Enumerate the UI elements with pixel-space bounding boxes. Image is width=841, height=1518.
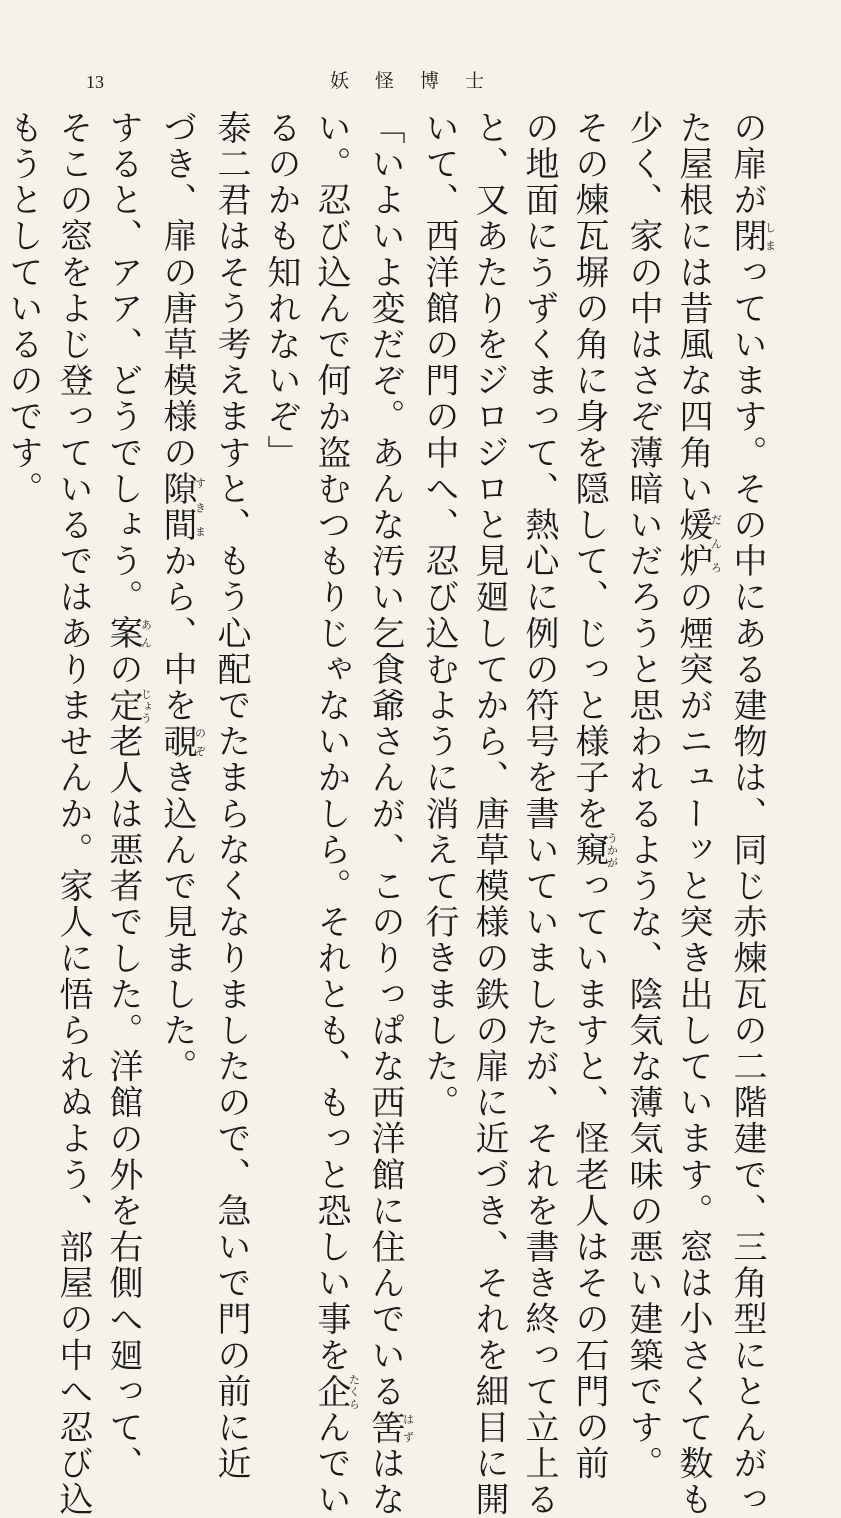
vertical-text-block	[3, 110, 777, 1518]
text-line: その煉瓦塀の角に身を隠して、じっと様子を窺うかがっていますと、怪老人はその石門の前	[569, 110, 619, 1482]
text-line: もうとしているのです。	[3, 110, 43, 508]
text-line: いて、西洋館の門の中へ、忍び込むように消えて行きました。	[419, 110, 459, 1121]
ruby-reading: はず	[401, 1409, 415, 1446]
ruby-reading: すきま	[193, 471, 207, 544]
ruby-reading: じょう	[139, 687, 153, 724]
text-line: た屋根には昔風な四角い煖炉だんろの煙突がニューッと突き出しています。窓は小さくて数も	[673, 110, 723, 1518]
ruby-reading: だんろ	[709, 507, 723, 580]
ruby-reading: のぞ	[193, 723, 207, 760]
text-line: づき、扉の唐草模様の隙間すきまから、中を覗のぞき込んで見ました。	[157, 110, 207, 1085]
text-line: い。忍び込んで何か盗むつもりじゃないかしら。それとも、もっと恐しい事を企たくらんでい	[311, 110, 361, 1518]
ruby-annotation: 案あん	[103, 615, 153, 652]
ruby-annotation: 閉しま	[727, 218, 777, 255]
ruby-annotation: 筈はず	[365, 1409, 415, 1446]
ruby-annotation: 煖炉だんろ	[673, 507, 723, 580]
text-line: 「いよいよ変だぞ。あんな汚い乞食爺さんが、このりっぱな西洋館に住んでいる筈はずはな	[365, 110, 415, 1518]
text-line: と、又あたりをジロジロと見廻してから、唐草模様の鉄の扉に近づき、それを細目に開	[469, 110, 509, 1518]
ruby-annotation: 定じょう	[103, 687, 153, 724]
text-line: るのかも知れないぞ」	[261, 110, 301, 471]
text-line: 少く、家の中はさぞ薄暗いだろうと思われるような、陰気な薄気味の悪い建築です。	[623, 110, 663, 1482]
page-number: 13	[86, 72, 104, 92]
ruby-reading: あん	[139, 615, 153, 652]
ruby-reading: しま	[763, 218, 777, 255]
text-line: そこの窓をよじ登っているではありませんか。家人に悟られぬよう、部屋の中へ忍び込	[53, 110, 93, 1518]
ruby-annotation: 覗のぞ	[157, 723, 207, 760]
running-title: 妖怪博士	[330, 70, 511, 92]
text-line: の地面にうずくまって、熱心に例の符号を書いていましたが、それを書き終って立上る	[519, 110, 559, 1518]
ruby-annotation: 窺うかが	[569, 832, 619, 869]
ruby-annotation: 隙間すきま	[157, 471, 207, 544]
text-line: すると、アア、どうでしょう。案あんの定じょう老人は悪者でした。洋館の外を右側へ廻って、	[103, 110, 153, 1482]
ruby-annotation: 企たくら	[311, 1373, 361, 1410]
text-line: 泰二君はそう考えますと、もう心配でたまらなくなりましたので、急いで門の前に近	[211, 110, 251, 1482]
text-line: の扉が閉しまっています。その中にある建物は、同じ赤煉瓦の二階建で、三角型にとんがっ	[727, 110, 777, 1518]
ruby-reading: たくら	[347, 1373, 361, 1410]
ruby-reading: うかが	[605, 832, 619, 869]
